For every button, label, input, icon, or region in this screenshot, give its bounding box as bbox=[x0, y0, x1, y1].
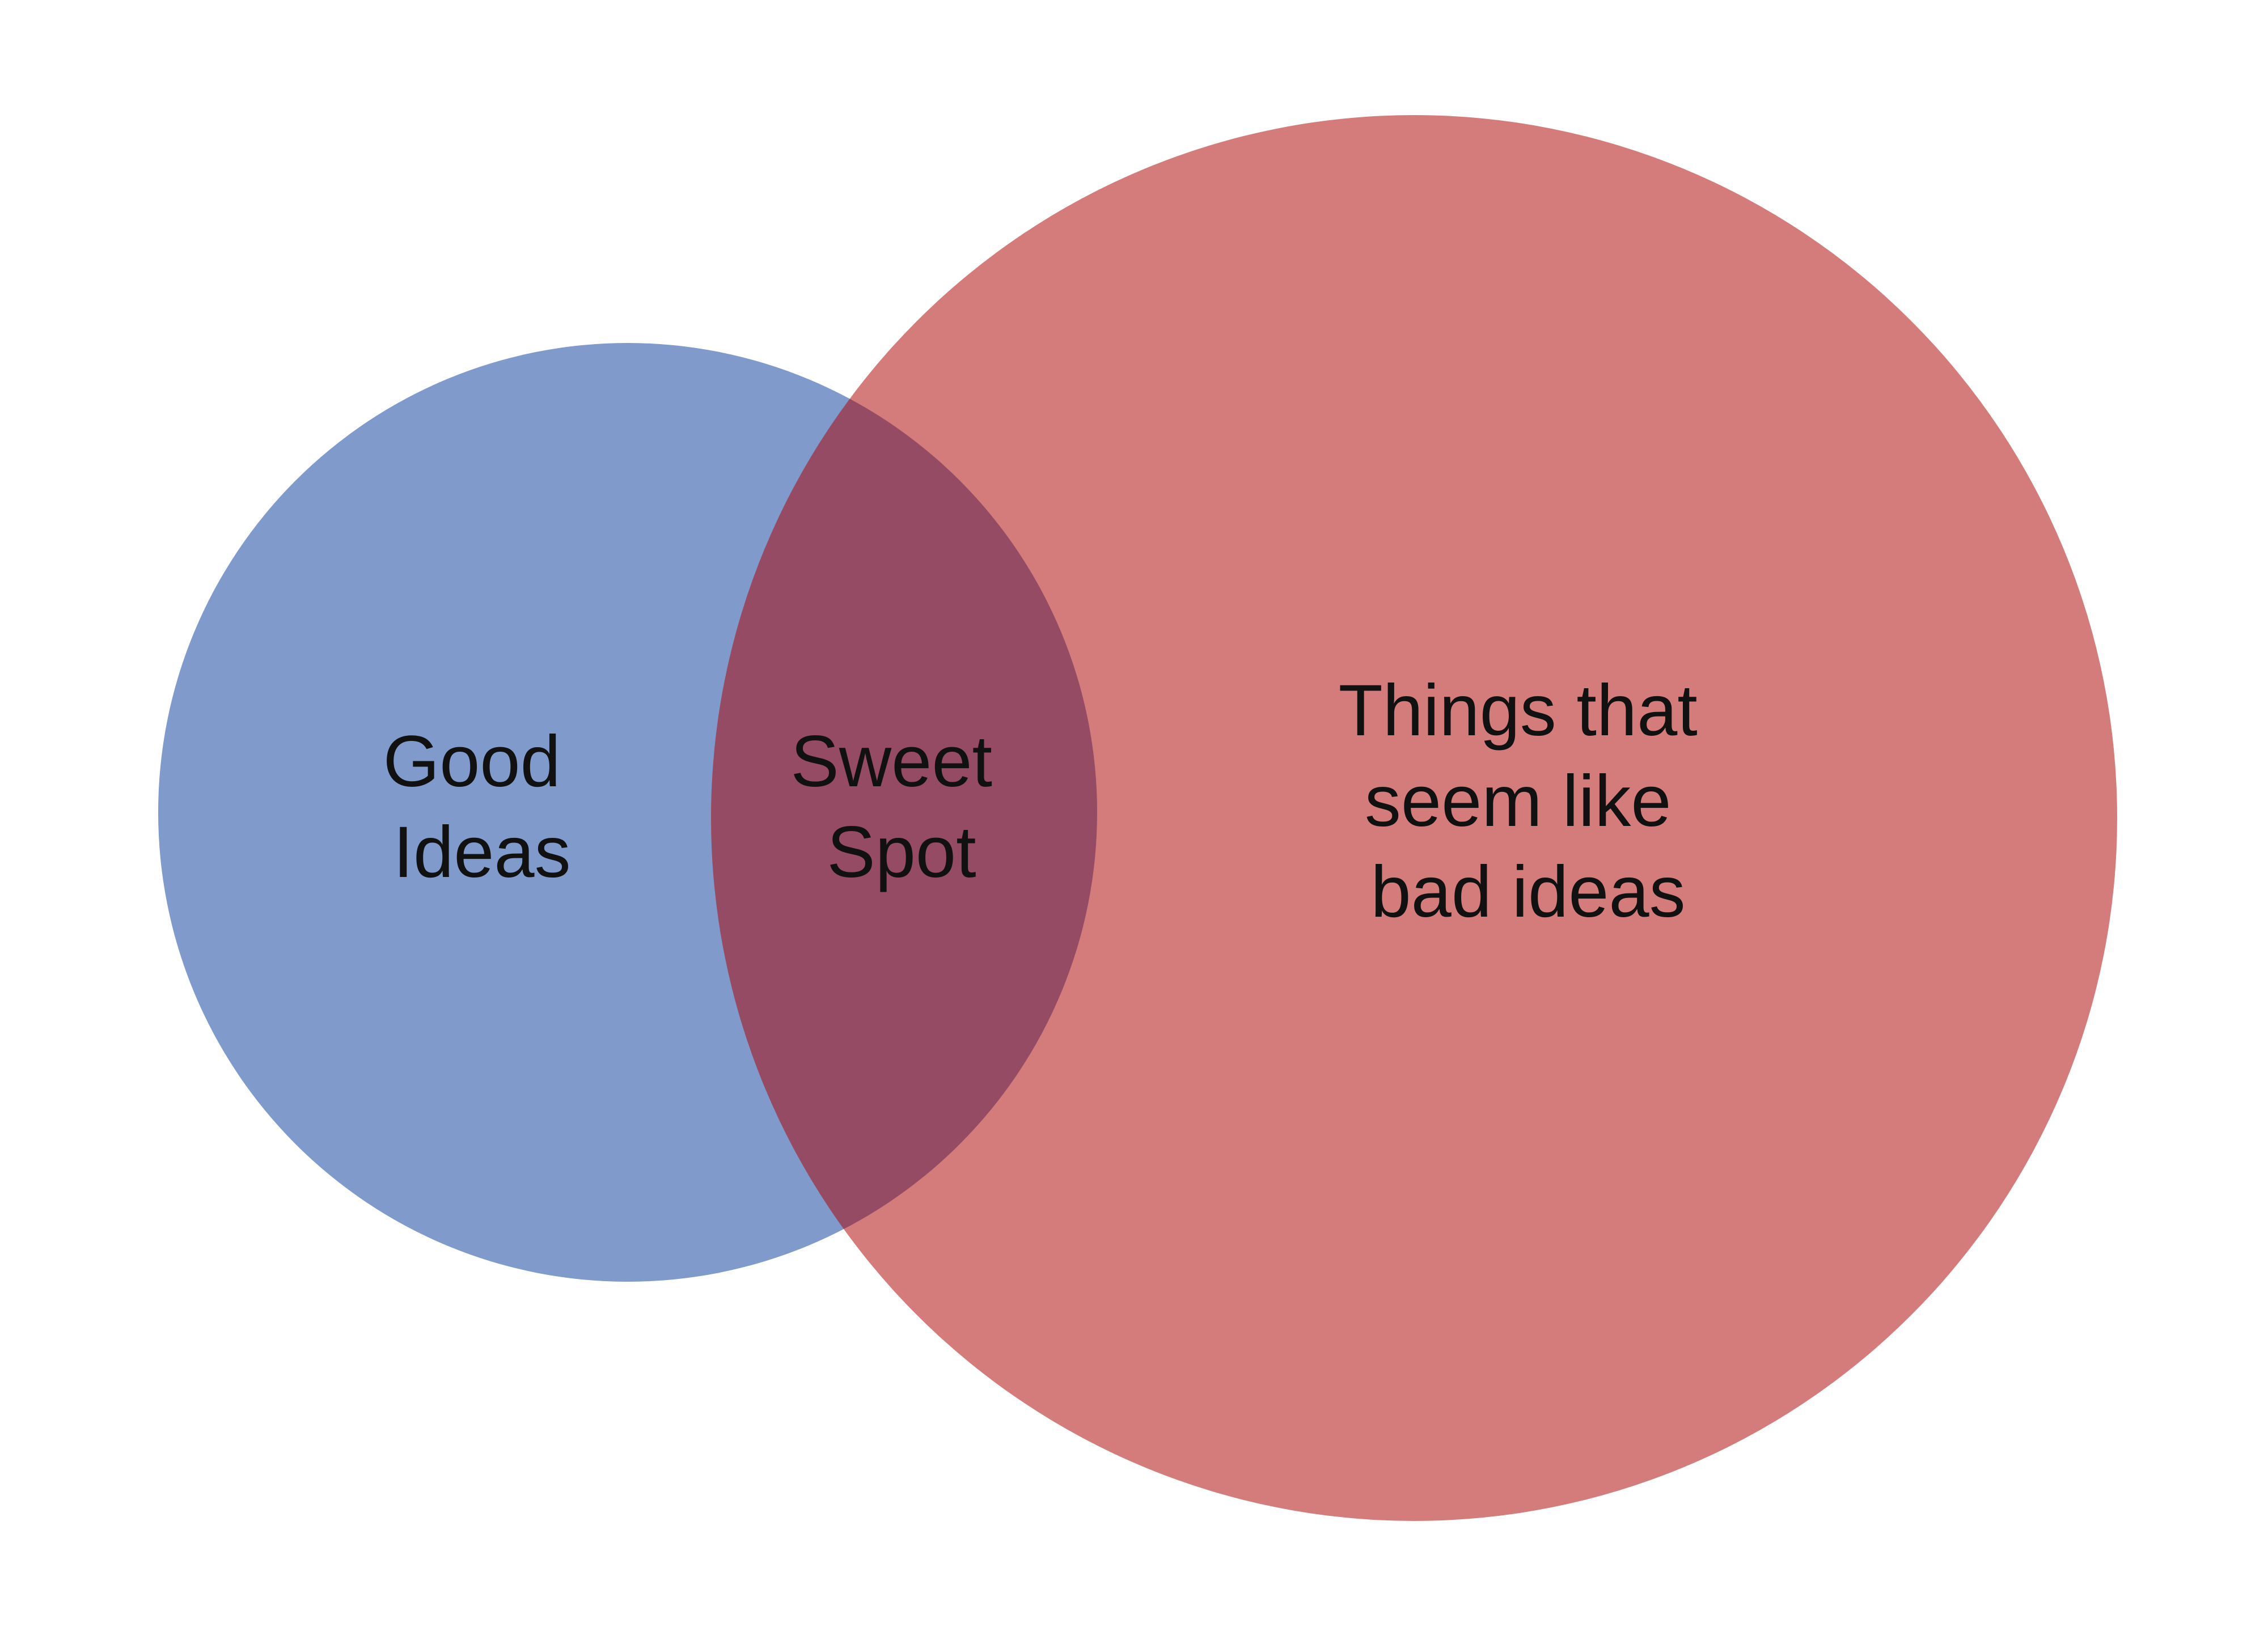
sweet-spot-label-line: Sweet bbox=[790, 721, 993, 802]
good-ideas-label-line: Ideas bbox=[393, 812, 571, 893]
seem-bad-ideas-label-line: seem like bbox=[1364, 761, 1672, 842]
good-ideas-label-line: Good bbox=[383, 721, 561, 802]
seem-bad-ideas-label-line: Things that bbox=[1338, 670, 1698, 751]
seem-bad-ideas-label-line: bad ideas bbox=[1370, 851, 1686, 933]
sweet-spot-label-line: Spot bbox=[827, 812, 976, 893]
seem-bad-ideas-label bbox=[1339, 670, 1718, 933]
